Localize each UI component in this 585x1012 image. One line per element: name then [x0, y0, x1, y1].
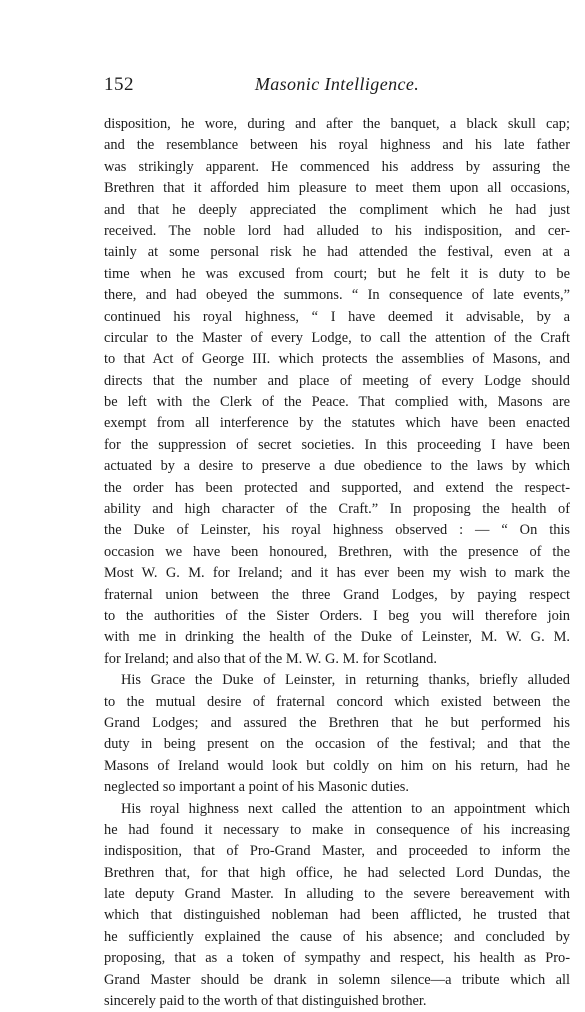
- text-line: directs that the number and place of meeting of every Lodge should: [104, 371, 570, 392]
- paragraph: [104, 799, 570, 1012]
- text-line: he sufficiently explained the cause of his absence; and concluded by: [104, 927, 570, 948]
- text-line: indisposition, that of Pro-Grand Master, and proceeded to inform the: [104, 841, 570, 862]
- text-line: exempt from all interference by the statutes which have been enacted: [104, 413, 570, 434]
- text-line: fraternal union between the three Grand Lodges, by paying respect: [104, 585, 570, 606]
- text-line: with me in drinking the health of the Duke of Leinster, M. W. G. M.: [104, 627, 570, 648]
- text-line: the Duke of Leinster, his royal highness observed : — “ On this: [104, 520, 570, 541]
- text-line: be left with the Clerk of the Peace. That complied with, Masons are: [104, 392, 570, 413]
- text-line: tainly at some personal risk he had attended the festival, even at a: [104, 242, 570, 263]
- text-line: Masons of Ireland would look but coldly on him on his return, had he: [104, 756, 570, 777]
- text-line: Most W. G. M. for Ireland; and it has ever been my wish to mark the: [104, 563, 570, 584]
- text-line: actuated by a desire to preserve a due obedience to the laws by which: [104, 456, 570, 477]
- text-line: Brethren that it afforded him pleasure to meet them upon all occasions,: [104, 178, 570, 199]
- text-line: Brethren that, for that high office, he had selected Lord Dundas, the: [104, 863, 570, 884]
- text-line: time when he was excused from court; but he felt it is duty to be: [104, 264, 570, 285]
- text-line: circular to the Master of every Lodge, to call the attention of the Craft: [104, 328, 570, 349]
- text-line: for the suppression of secret societies. In this proceeding I have been: [104, 435, 570, 456]
- text-line: occasion we have been honoured, Brethren, with the presence of the: [104, 542, 570, 563]
- text-line: was strikingly apparent. He commenced his address by assuring the: [104, 157, 570, 178]
- text-line: received. The noble lord had alluded to his indisposition, and cer-: [104, 221, 570, 242]
- text-line: there, and had obeyed the summons. “ In consequence of late events,”: [104, 285, 570, 306]
- text-line: he had found it necessary to make in consequence of his increasing: [104, 820, 570, 841]
- text-line: sincerely paid to the worth of that distinguished brother.: [104, 991, 570, 1012]
- text-line: the order has been protected and supported, and extend the respect-: [104, 478, 570, 499]
- text-line: to the authorities of the Sister Orders. I beg you will therefore join: [104, 606, 570, 627]
- text-line: to that Act of George III. which protects the assemblies of Masons, and: [104, 349, 570, 370]
- paragraph: [104, 670, 570, 798]
- text-line: ability and high character of the Craft.” In proposing the health of: [104, 499, 570, 520]
- running-title: Masonic Intelligence.: [104, 74, 570, 95]
- text-line: late deputy Grand Master. In alluding to the severe bereavement with: [104, 884, 570, 905]
- text-line: continued his royal highness, “ I have deemed it advisable, by a: [104, 307, 570, 328]
- text-line: which that distinguished nobleman had been afflicted, he trusted that: [104, 905, 570, 926]
- paragraph: [104, 114, 570, 670]
- text-line: His royal highness next called the attention to an appointment which: [104, 799, 570, 820]
- text-line: neglected so important a point of his Masonic duties.: [104, 777, 570, 798]
- body-text: [104, 114, 570, 1012]
- page-header: [104, 74, 570, 100]
- text-line: duty in being present on the occasion of the festival; and that the: [104, 734, 570, 755]
- text-line: disposition, he wore, during and after the banquet, a black skull cap;: [104, 114, 570, 135]
- text-line: and that he deeply appreciated the compliment which he had just: [104, 200, 570, 221]
- text-line: and the resemblance between his royal highness and his late father: [104, 135, 570, 156]
- page-number: 152: [104, 74, 134, 96]
- text-line: Grand Lodges; and assured the Brethren that he but performed his: [104, 713, 570, 734]
- text-line: His Grace the Duke of Leinster, in returning thanks, briefly alluded: [104, 670, 570, 691]
- text-line: proposing, that as a token of sympathy and respect, his health as Pro-: [104, 948, 570, 969]
- text-line: for Ireland; and also that of the M. W. G. M. for Scotland.: [104, 649, 570, 670]
- text-line: Grand Master should be drank in solemn silence—a tribute which all: [104, 970, 570, 991]
- text-line: to the mutual desire of fraternal concord which existed between the: [104, 692, 570, 713]
